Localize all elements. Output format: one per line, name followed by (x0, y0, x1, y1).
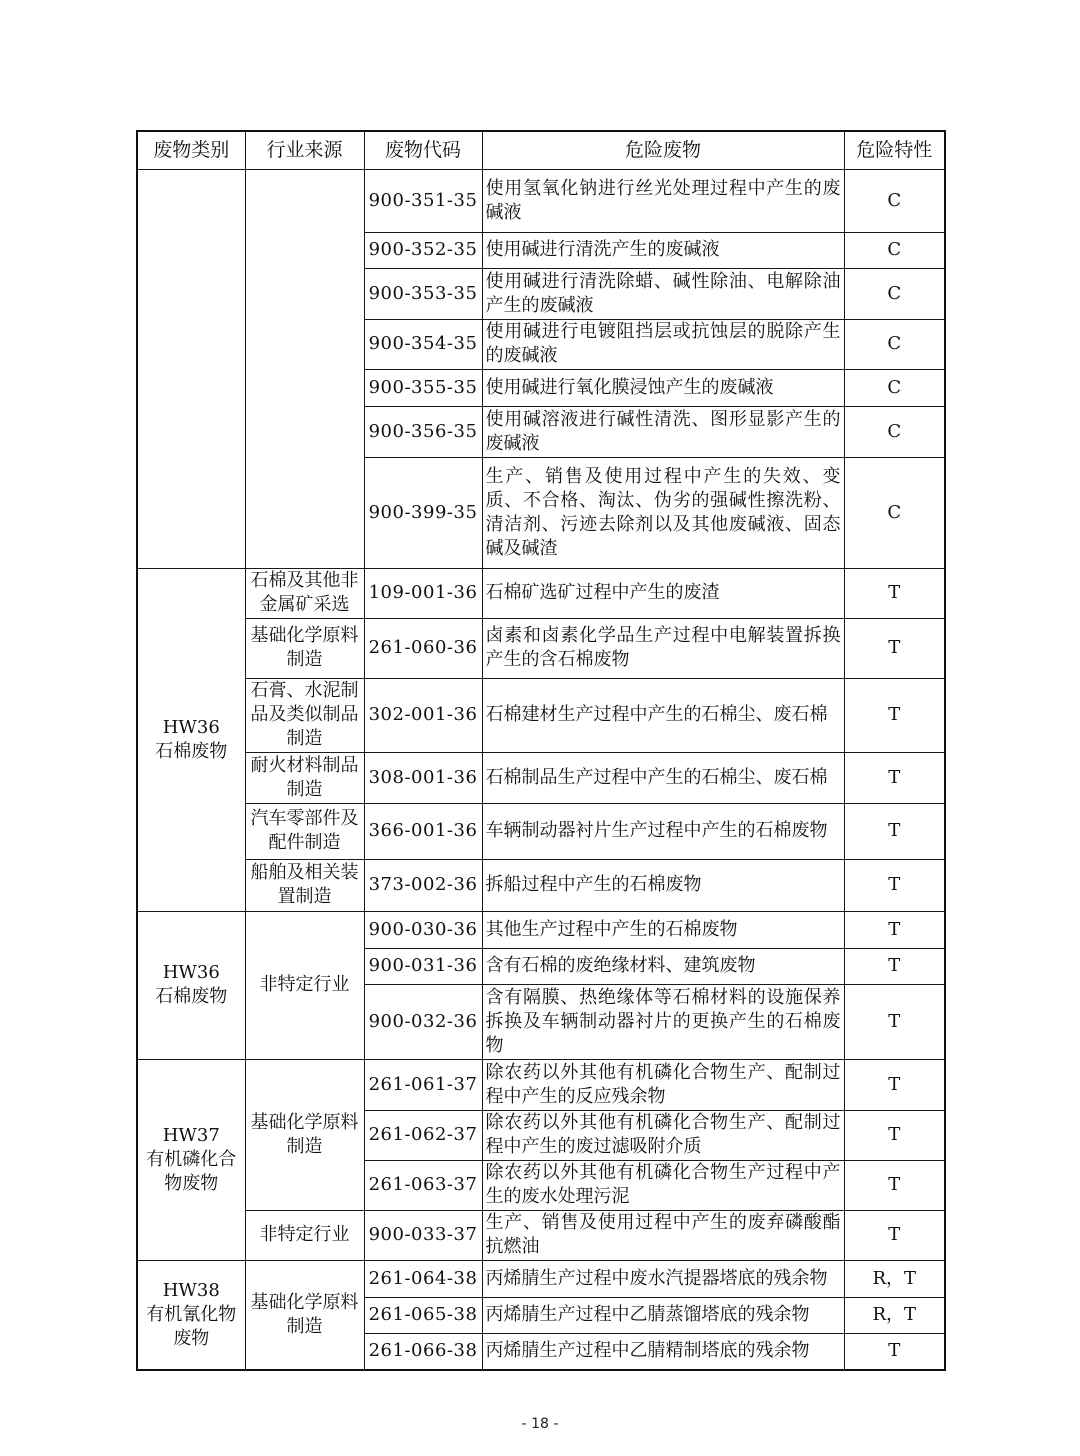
code-cell: 900-033-37 (364, 1210, 482, 1260)
waste-cell: 使用氢氧化钠进行丝光处理过程中产生的废碱液 (482, 169, 844, 232)
header-waste: 危险废物 (482, 131, 844, 169)
waste-cell: 石棉制品生产过程中产生的石棉尘、废石棉 (482, 752, 844, 803)
code-cell: 308-001-36 (364, 752, 482, 803)
source-cell-empty (245, 169, 364, 568)
code-cell: 900-352-35 (364, 232, 482, 268)
source-cell: 基础化学原料制造 (245, 1059, 364, 1210)
waste-cell: 其他生产过程中产生的石棉废物 (482, 911, 844, 948)
waste-cell: 除农药以外其他有机磷化合物生产、配制过程中产生的反应残余物 (482, 1059, 844, 1110)
waste-cell: 石棉矿选矿过程中产生的废渣 (482, 568, 844, 618)
code-cell: 900-032-36 (364, 984, 482, 1059)
source-cell: 非特定行业 (245, 911, 364, 1059)
header-source: 行业来源 (245, 131, 364, 169)
table-row (137, 568, 945, 618)
source-cell: 非特定行业 (245, 1210, 364, 1260)
property-cell: T (844, 1160, 945, 1210)
code-cell: 109-001-36 (364, 568, 482, 618)
waste-cell: 使用碱进行电镀阻挡层或抗蚀层的脱除产生的废碱液 (482, 319, 844, 369)
property-cell: T (844, 1059, 945, 1110)
code-cell: 900-031-36 (364, 948, 482, 984)
waste-cell: 卤素和卤素化学品生产过程中电解装置拆换产生的含石棉废物 (482, 618, 844, 678)
property-cell: T (844, 948, 945, 984)
code-cell: 261-061-37 (364, 1059, 482, 1110)
source-cell: 基础化学原料制造 (245, 1260, 364, 1370)
code-cell: 261-066-38 (364, 1333, 482, 1370)
property-cell: T (844, 859, 945, 911)
code-cell: 261-062-37 (364, 1110, 482, 1160)
waste-cell: 使用碱进行氧化膜浸蚀产生的废碱液 (482, 369, 844, 406)
source-cell: 石棉及其他非金属矿采选 (245, 568, 364, 618)
table-row (137, 1260, 945, 1297)
property-cell: C (844, 457, 945, 568)
code-cell: 900-353-35 (364, 268, 482, 319)
source-cell: 汽车零部件及配件制造 (245, 803, 364, 859)
header-category: 废物类别 (137, 131, 245, 169)
property-cell: C (844, 406, 945, 457)
property-cell: C (844, 232, 945, 268)
property-cell: R，T (844, 1260, 945, 1297)
property-cell: T (844, 568, 945, 618)
code-cell: 366-001-36 (364, 803, 482, 859)
source-cell: 基础化学原料制造 (245, 618, 364, 678)
property-cell: T (844, 752, 945, 803)
source-cell: 耐火材料制品制造 (245, 752, 364, 803)
code-cell: 900-399-35 (364, 457, 482, 568)
code-cell: 373-002-36 (364, 859, 482, 911)
property-cell: T (844, 803, 945, 859)
category-cell-empty (137, 169, 245, 568)
waste-cell: 含有石棉的废绝缘材料、建筑废物 (482, 948, 844, 984)
header-code: 废物代码 (364, 131, 482, 169)
code-cell: 261-063-37 (364, 1160, 482, 1210)
page-number: - 18 - (521, 1416, 559, 1432)
code-cell: 261-060-36 (364, 618, 482, 678)
table-row (137, 678, 945, 752)
hazardous-waste-table (136, 130, 946, 1371)
code-cell: 900-355-35 (364, 369, 482, 406)
table-row (137, 859, 945, 911)
property-cell: T (844, 1333, 945, 1370)
property-cell: C (844, 268, 945, 319)
category-cell-hw37: HW37 有机磷化合 物废物 (137, 1059, 245, 1260)
property-cell: T (844, 1110, 945, 1160)
property-cell: C (844, 319, 945, 369)
waste-cell: 使用碱进行清洗除蜡、碱性除油、电解除油产生的废碱液 (482, 268, 844, 319)
property-cell: C (844, 369, 945, 406)
table-row (137, 911, 945, 948)
table-row (137, 169, 945, 232)
table-row (137, 1059, 945, 1110)
code-cell: 261-065-38 (364, 1297, 482, 1333)
table-row (137, 752, 945, 803)
category-cell-hw36: HW36 石棉废物 (137, 911, 245, 1059)
code-cell: 900-354-35 (364, 319, 482, 369)
category-cell-hw36: HW36 石棉废物 (137, 568, 245, 911)
waste-cell: 丙烯腈生产过程中废水汽提器塔底的残余物 (482, 1260, 844, 1297)
waste-cell: 拆船过程中产生的石棉废物 (482, 859, 844, 911)
waste-cell: 使用碱进行清洗产生的废碱液 (482, 232, 844, 268)
property-cell: T (844, 1210, 945, 1260)
waste-cell: 生产、销售及使用过程中产生的失效、变质、不合格、淘汰、伪劣的强碱性擦洗粉、清洁剂、污迹去除剂以及其他废碱液、固态碱及碱渣 (482, 457, 844, 568)
code-cell: 900-356-35 (364, 406, 482, 457)
code-cell: 900-351-35 (364, 169, 482, 232)
waste-cell: 丙烯腈生产过程中乙腈蒸馏塔底的残余物 (482, 1297, 844, 1333)
property-cell: T (844, 678, 945, 752)
table-header-row (137, 131, 945, 169)
property-cell: R，T (844, 1297, 945, 1333)
property-cell: T (844, 984, 945, 1059)
table-row (137, 1210, 945, 1260)
waste-cell: 使用碱溶液进行碱性清洗、图形显影产生的废碱液 (482, 406, 844, 457)
code-cell: 302-001-36 (364, 678, 482, 752)
waste-cell: 除农药以外其他有机磷化合物生产过程中产生的废水处理污泥 (482, 1160, 844, 1210)
category-cell-hw38: HW38 有机氰化物 废物 (137, 1260, 245, 1370)
source-cell: 船舶及相关装置制造 (245, 859, 364, 911)
waste-cell: 含有隔膜、热绝缘体等石棉材料的设施保养拆换及车辆制动器衬片的更换产生的石棉废物 (482, 984, 844, 1059)
waste-cell: 除农药以外其他有机磷化合物生产、配制过程中产生的废过滤吸附介质 (482, 1110, 844, 1160)
header-property: 危险特性 (844, 131, 945, 169)
property-cell: C (844, 169, 945, 232)
code-cell: 261-064-38 (364, 1260, 482, 1297)
table-row (137, 803, 945, 859)
property-cell: T (844, 618, 945, 678)
waste-cell: 车辆制动器衬片生产过程中产生的石棉废物 (482, 803, 844, 859)
code-cell: 900-030-36 (364, 911, 482, 948)
source-cell: 石膏、水泥制品及类似制品制造 (245, 678, 364, 752)
table-row (137, 618, 945, 678)
waste-cell: 石棉建材生产过程中产生的石棉尘、废石棉 (482, 678, 844, 752)
waste-cell: 丙烯腈生产过程中乙腈精制塔底的残余物 (482, 1333, 844, 1370)
property-cell: T (844, 911, 945, 948)
waste-cell: 生产、销售及使用过程中产生的废弃磷酸酯抗燃油 (482, 1210, 844, 1260)
